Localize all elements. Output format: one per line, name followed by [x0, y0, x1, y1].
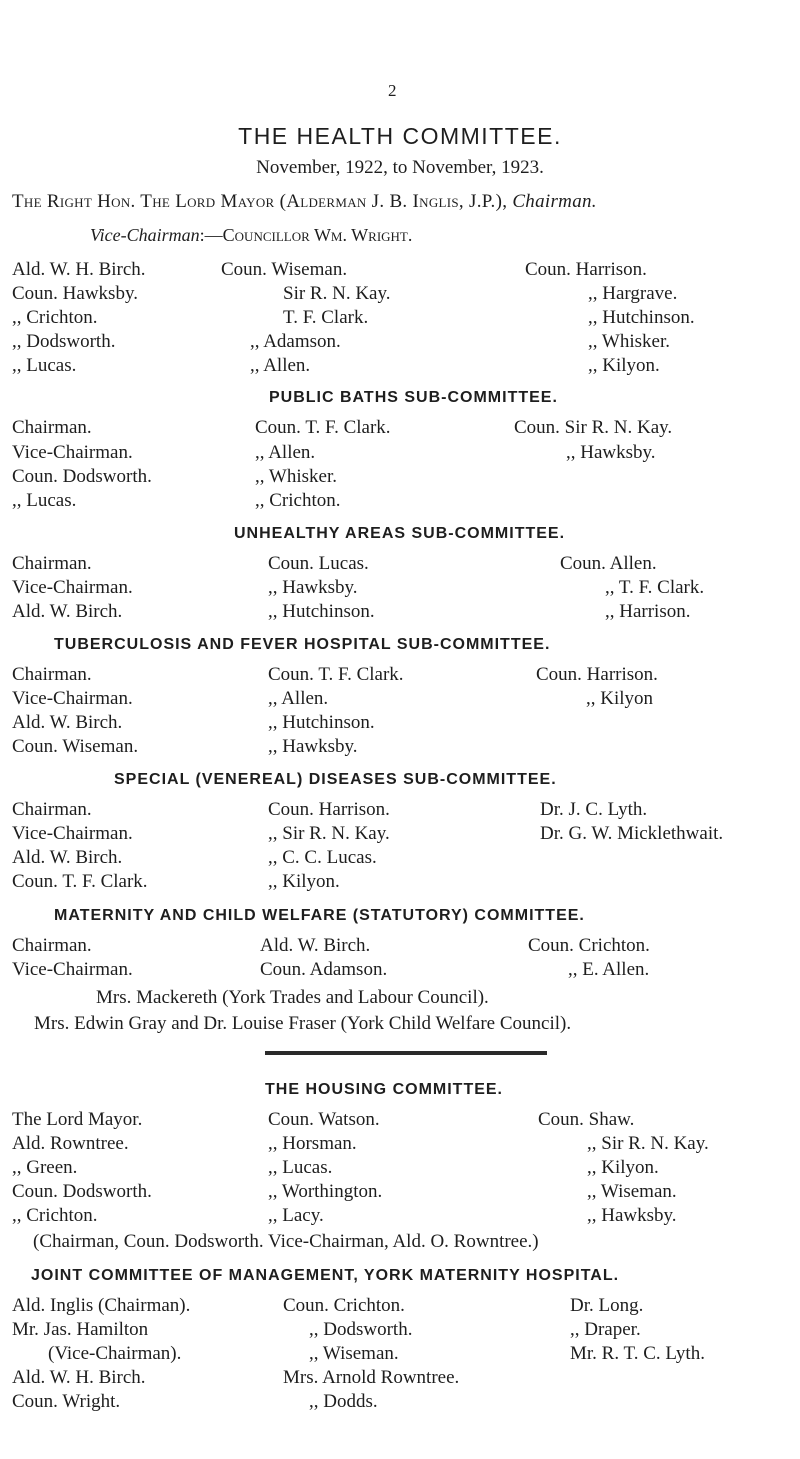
vice-chairman-role: Vice-Chairman [90, 225, 200, 245]
member: ,, Lacy. [268, 1205, 324, 1226]
member: (Vice-Chairman). [48, 1343, 182, 1364]
member: Coun. Dodsworth. [12, 1181, 152, 1202]
member: ,, Hargrave. [588, 283, 678, 304]
member: Coun. Sir R. N. Kay. [514, 417, 673, 438]
member: ,, Lucas. [268, 1157, 333, 1178]
chairman-role: Chairman. [512, 191, 597, 212]
member: ,, E. Allen. [568, 959, 650, 980]
member: ,, Allen. [268, 688, 329, 709]
member: Coun. Wright. [12, 1391, 121, 1412]
member: Coun. T. F. Clark. [268, 664, 404, 685]
member: Dr. G. W. Micklethwait. [540, 823, 724, 844]
member: ,, Crichton. [12, 1205, 98, 1226]
member: Vice-Chairman. [12, 577, 133, 598]
member: ,, Lucas. [12, 490, 77, 511]
section-heading: UNHEALTHY AREAS SUB-COMMITTEE. [234, 525, 566, 542]
divider [265, 1051, 547, 1055]
member: The Lord Mayor. [12, 1109, 143, 1130]
member: Ald. Rowntree. [12, 1133, 129, 1154]
note: Mrs. Edwin Gray and Dr. Louise Fraser (York Child Welfare Council). [34, 1013, 572, 1034]
member: Coun. Watson. [268, 1109, 380, 1130]
member: Coun. T. F. Clark. [12, 871, 148, 892]
member: ,, Green. [12, 1157, 78, 1178]
member: ,, Horsman. [268, 1133, 357, 1154]
member: ,, Allen. [250, 355, 311, 376]
member: Chairman. [12, 935, 92, 956]
member: Coun. Lucas. [268, 553, 369, 574]
member: ,, Whisker. [588, 331, 670, 352]
member: Ald. W. H. Birch. [12, 1367, 146, 1388]
member: Chairman. [12, 799, 92, 820]
member: Coun. Crichton. [283, 1295, 405, 1316]
vice-chairman-line [90, 226, 412, 244]
member: Chairman. [12, 417, 92, 438]
member: ,, Worthington. [268, 1181, 383, 1202]
member: Ald. W. Birch. [12, 601, 123, 622]
member: Mrs. Arnold Rowntree. [283, 1367, 460, 1388]
chairman-line [12, 192, 597, 211]
member: Coun. Crichton. [528, 935, 650, 956]
member: Ald. W. Birch. [12, 712, 123, 733]
page-title: THE HEALTH COMMITTEE. [238, 123, 562, 149]
member: ,, Whisker. [255, 466, 337, 487]
member: Coun. Allen. [560, 553, 657, 574]
member: ,, Crichton. [255, 490, 341, 511]
member: Dr. J. C. Lyth. [540, 799, 648, 820]
member: Vice-Chairman. [12, 442, 133, 463]
member: ,, Sir R. N. Kay. [587, 1133, 709, 1154]
member: ,, Wiseman. [587, 1181, 677, 1202]
member: ,, Hawksby. [566, 442, 656, 463]
member: ,, Lucas. [12, 355, 77, 376]
member: Vice-Chairman. [12, 823, 133, 844]
member: Ald. W. H. Birch. [12, 259, 146, 280]
member: Sir R. N. Kay. [283, 283, 391, 304]
member: ,, Hawksby. [268, 577, 358, 598]
member: ,, Kilyon. [587, 1157, 659, 1178]
member: Mr. Jas. Hamilton [12, 1319, 149, 1340]
member: ,, Dodsworth. [12, 331, 116, 352]
member: ,, Dodds. [309, 1391, 378, 1412]
member: Coun. Harrison. [268, 799, 390, 820]
member: Ald. W. Birch. [12, 847, 123, 868]
member: ,, Sir R. N. Kay. [268, 823, 390, 844]
section-heading: TUBERCULOSIS AND FEVER HOSPITAL SUB-COMMITTEE. [54, 636, 551, 653]
member: Ald. Inglis (Chairman). [12, 1295, 191, 1316]
member: Coun. Shaw. [538, 1109, 635, 1130]
member: ,, Hutchinson. [268, 712, 375, 733]
member: Chairman. [12, 553, 92, 574]
member: Coun. Harrison. [536, 664, 658, 685]
member: Chairman. [12, 664, 92, 685]
member: ,, Dodsworth. [309, 1319, 413, 1340]
note: Mrs. Mackereth (York Trades and Labour Council). [96, 987, 489, 1008]
member: Coun. Wiseman. [221, 259, 348, 280]
member: ,, Crichton. [12, 307, 98, 328]
period: November, 1922, to November, 1923. [256, 157, 544, 178]
member: ,, Adamson. [250, 331, 341, 352]
member: Coun. Harrison. [525, 259, 647, 280]
member: ,, Hawksby. [268, 736, 358, 757]
chairman-name: The Right Hon. The Lord Mayor (Alderman J. B. Inglis, J.P.), [12, 191, 508, 212]
member: Coun. Adamson. [260, 959, 388, 980]
member: ,, Hutchinson. [588, 307, 695, 328]
section-heading: MATERNITY AND CHILD WELFARE (STATUTORY) COMMITTEE. [54, 907, 585, 924]
section-heading: JOINT COMMITTEE OF MANAGEMENT, YORK MATERNITY HOSPITAL. [31, 1267, 620, 1284]
member: ,, Kilyon. [268, 871, 340, 892]
page-number: 2 [388, 81, 397, 100]
member: Vice-Chairman. [12, 959, 133, 980]
member: ,, Harrison. [605, 601, 691, 622]
member: ,, Kilyon [586, 688, 654, 709]
member: Dr. Long. [570, 1295, 644, 1316]
member: ,, Hawksby. [587, 1205, 677, 1226]
member: Coun. Hawksby. [12, 283, 138, 304]
section-heading: SPECIAL (VENEREAL) DISEASES SUB-COMMITTEE. [114, 771, 557, 788]
member: Coun. Dodsworth. [12, 466, 152, 487]
member: Coun. T. F. Clark. [255, 417, 391, 438]
member: ,, Hutchinson. [268, 601, 375, 622]
member: ,, T. F. Clark. [605, 577, 705, 598]
member: ,, Kilyon. [588, 355, 660, 376]
member: ,, Allen. [255, 442, 316, 463]
member: ,, C. C. Lucas. [268, 847, 377, 868]
section-heading: PUBLIC BATHS SUB-COMMITTEE. [269, 389, 558, 406]
vice-chairman-name: :—Councillor Wm. Wright. [199, 225, 413, 245]
member: Mr. R. T. C. Lyth. [570, 1343, 705, 1364]
member: ,, Draper. [570, 1319, 641, 1340]
member: Vice-Chairman. [12, 688, 133, 709]
member: Coun. Wiseman. [12, 736, 139, 757]
member: T. F. Clark. [283, 307, 369, 328]
member: ,, Wiseman. [309, 1343, 399, 1364]
member: Ald. W. Birch. [260, 935, 371, 956]
section-heading: THE HOUSING COMMITTEE. [265, 1081, 503, 1098]
note: (Chairman, Coun. Dodsworth. Vice-Chairman, Ald. O. Rowntree.) [33, 1231, 539, 1252]
